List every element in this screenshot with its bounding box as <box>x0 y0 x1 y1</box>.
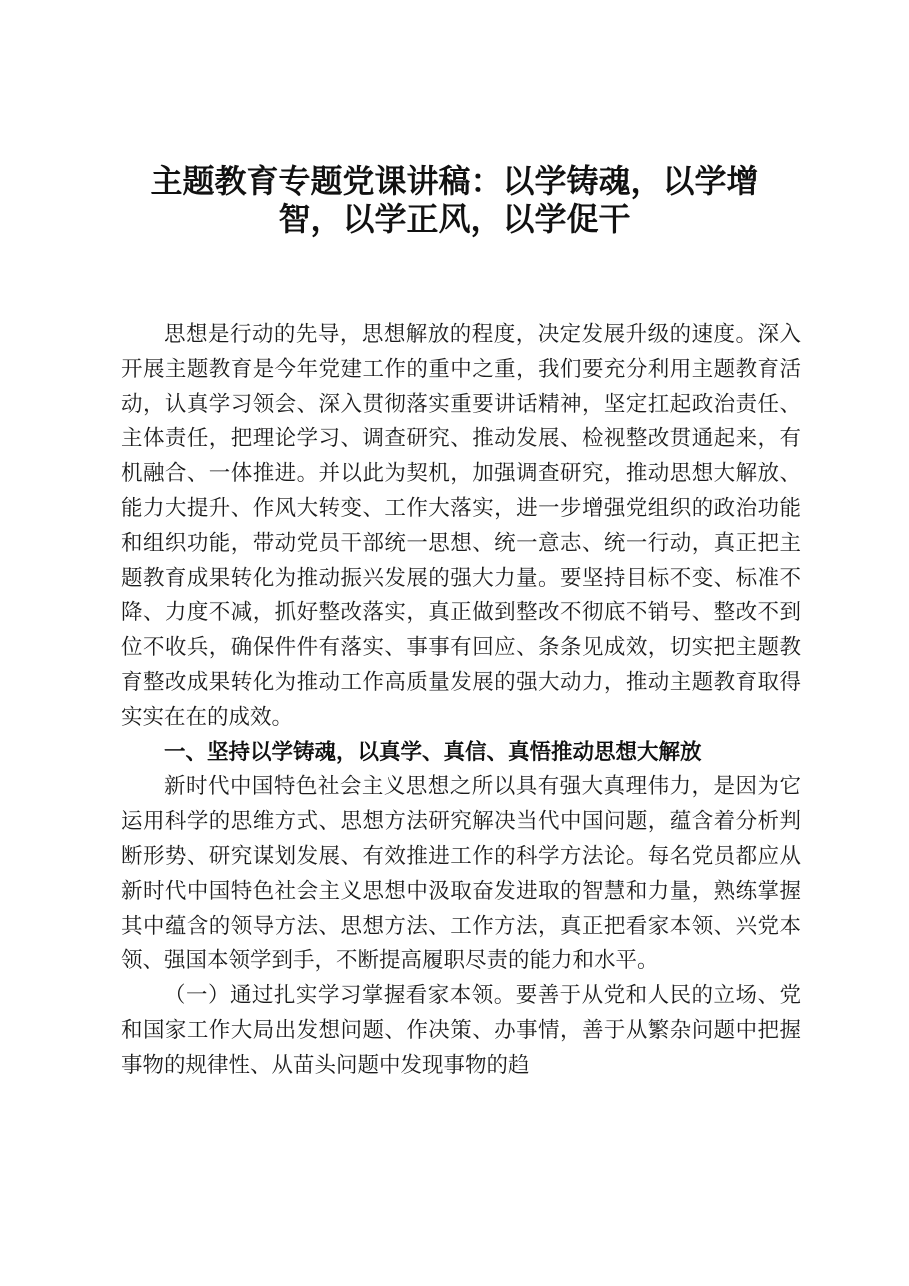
document-body <box>121 318 801 1084</box>
document-title-line-1: 主题教育专题党课讲稿：以学铸魂，以学增 <box>150 162 759 200</box>
section-1-paragraph: 新时代中国特色社会主义思想之所以具有强大真理伟力，是因为它运用科学的思维方式、思想方法研究解决当代中国问题，蕴含着分析判断形势、研究谋划发展、有效推进工作的科学方法论。每名党员都应从新时代中国特色社会主义思想中汲取奋发进取的智慧和力量，熟练掌握其中蕴含的领导方法、思想方法、工作方法，真正把看家本领、兴党本领、强国本领学到手，不断提高履职尽责的能力和水平。 <box>121 774 801 974</box>
section-heading-1: 一、坚持以学铸魂，以真学、真信、真悟推动思想大解放 <box>164 739 702 765</box>
document-title-line-2: 智，以学正风，以学促干 <box>278 200 631 238</box>
subsection-1-paragraph: （一）通过扎实学习掌握看家本领。要善于从党和人民的立场、党和国家工作大局出发想问题、作决策、办事情，善于从繁杂问题中把握事物的规律性、从苗头问题中发现事物的趋 <box>121 983 801 1078</box>
intro-paragraph: 思想是行动的先导，思想解放的程度，决定发展升级的速度。深入开展主题教育是今年党建工作的重中之重，我们要充分利用主题教育活动，认真学习领会、深入贯彻落实重要讲话精神，坚定扛起政治责任、主体责任，把理论学习、调查研究、推动发展、检视整改贯通起来，有机融合、一体推进。并以此为契机，加强调查研究，推动思想大解放、能力大提升、作风大转变、工作大落实，进一步增强党组织的政治功能和组织功能，带动党员干部统一思想、统一意志、统一行动，真正把主题教育成果转化为推动振兴发展的强大力量。要坚持目标不变、标准不降、力度不减，抓好整改落实，真正做到整改不彻底不销号、整改不到位不收兵，确保件件有落实、事事有回应、条条见成效，切实把主题教育整改成果转化为推动工作高质量发展的强大动力，推动主题教育取得实实在在的成效。 <box>121 322 801 730</box>
